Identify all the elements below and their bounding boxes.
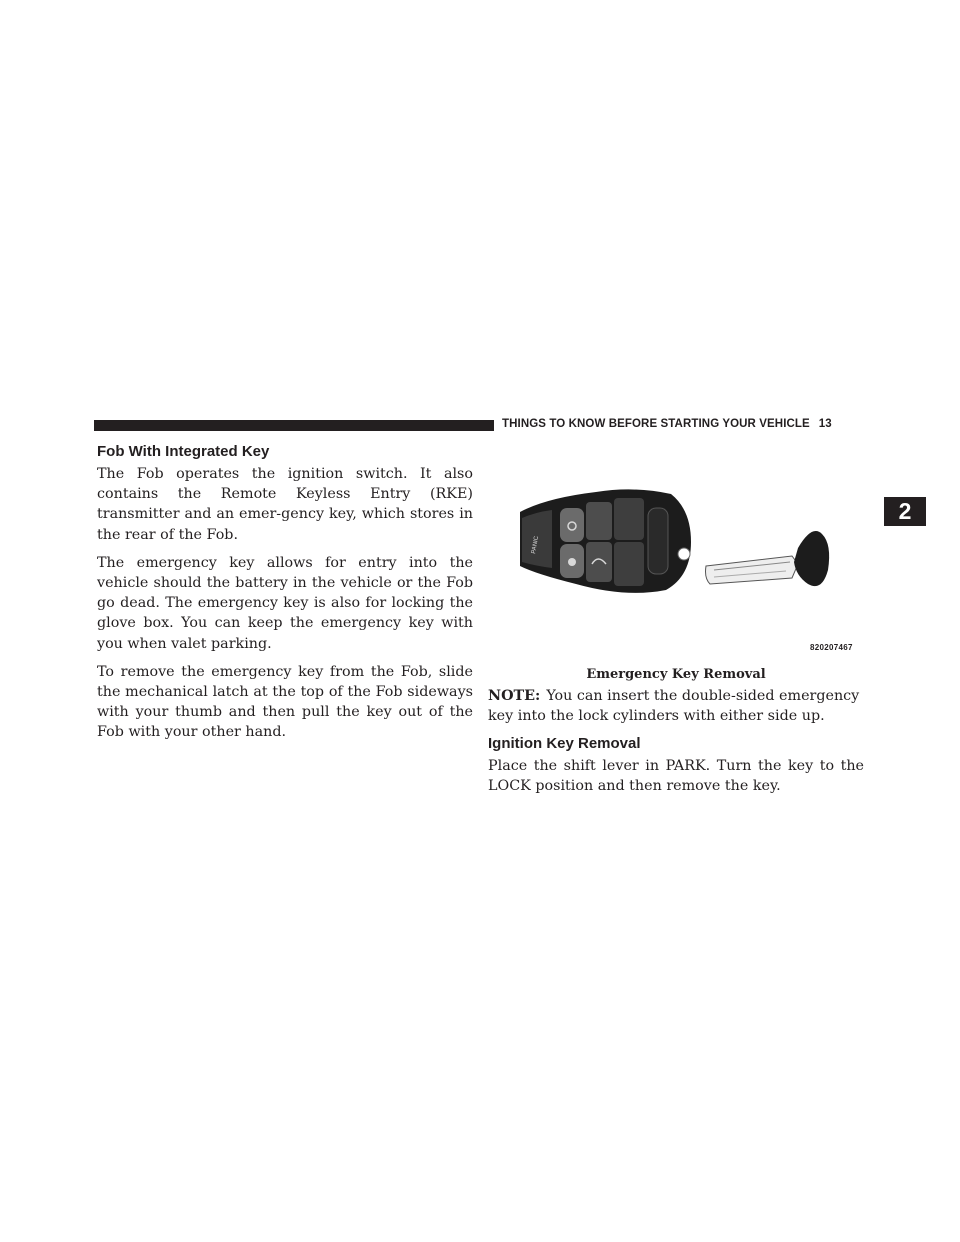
running-header	[502, 418, 832, 430]
key-fob-illustration-icon	[520, 489, 691, 592]
chapter-tab: 2	[884, 497, 926, 526]
page-number: 13	[818, 418, 832, 430]
ignition-heading: Ignition Key Removal	[488, 735, 641, 752]
note-block	[488, 686, 864, 734]
figure-caption: Emergency Key Removal	[586, 667, 766, 682]
ignition-paragraph: Place the shift lever in PARK. Turn the key to the LOCK position and then remove the key.	[488, 758, 864, 795]
chapter-title: THINGS TO KNOW BEFORE STARTING YOUR VEHICLE	[502, 418, 810, 430]
note-label: NOTE:	[488, 688, 541, 704]
fob-heading: Fob With Integrated Key	[97, 443, 270, 460]
fob-section	[97, 442, 473, 751]
emergency-key-illustration-icon	[706, 531, 830, 586]
fob-paragraph-1: The Fob operates the ignition switch. It also contains the Remote Keyless Entry (RKE) transmitter and an emer-gency key, which stores in the rear of the Fob.	[97, 466, 473, 543]
fob-paragraph-2: The emergency key allows for entry into the vehicle should the battery in the vehicle or the Fob go dead. The emergency key is also for locking the glove box. You can keep the emergency key with you when valet parking.	[97, 554, 473, 652]
svg-text:PANIC: PANIC	[531, 535, 541, 555]
ignition-section	[488, 734, 864, 804]
figure-id: 820207467	[810, 643, 853, 652]
header-rule	[94, 420, 494, 431]
fob-paragraph-3: To remove the emergency key from the Fob, slide the mechanical latch at the top of the Fob sideways with your thumb and then pull the key out of the Fob with your other hand.	[97, 663, 473, 741]
key-figure	[506, 480, 872, 670]
note-text: You can insert the double-sided emergency key into the lock cylinders with either side up.	[488, 688, 860, 725]
